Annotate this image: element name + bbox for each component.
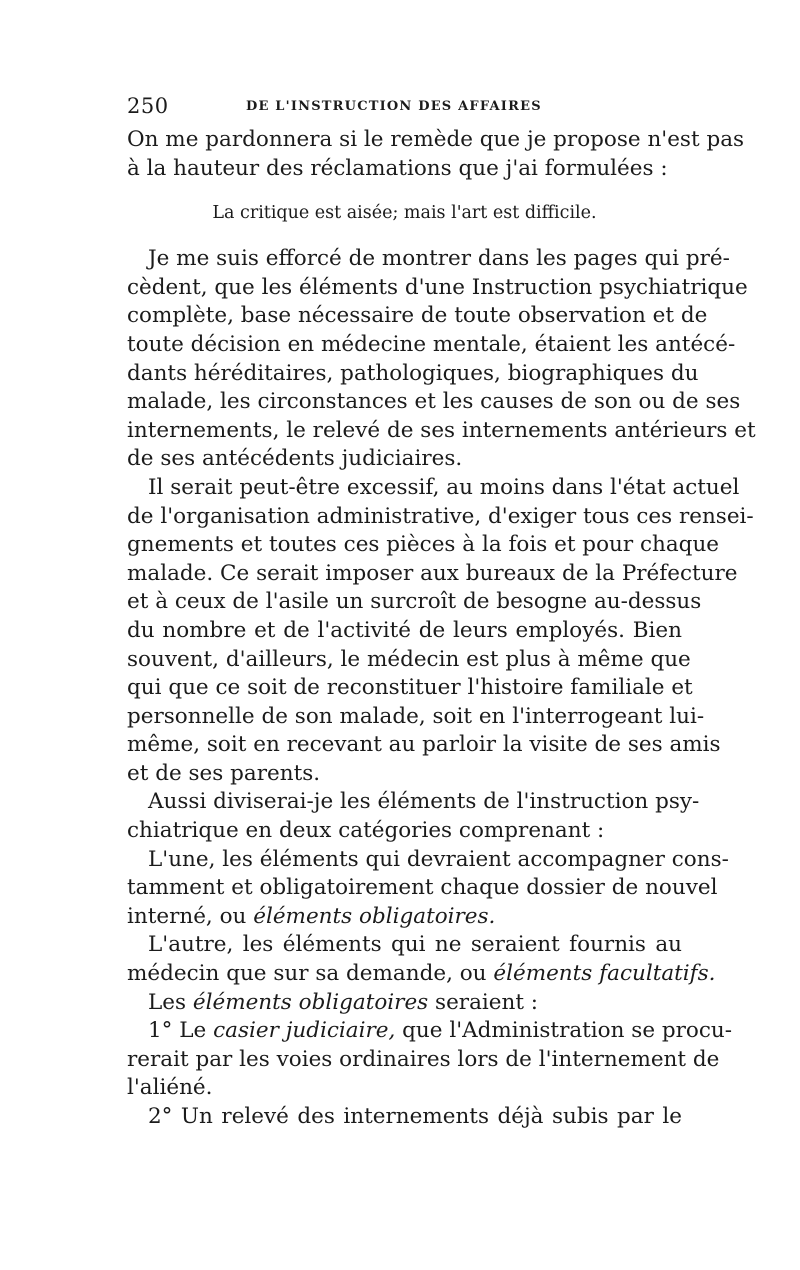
text-line	[127, 1017, 733, 1046]
text-line: l'aliéné.	[127, 1075, 213, 1101]
italic-term: éléments facultatifs.	[493, 961, 716, 987]
text-line: tamment et obligatoirement chaque dossier de nouvel	[127, 875, 718, 901]
text-line: toute décision en médecine mentale, étaient les antécé-	[127, 331, 736, 357]
text-line: gnements et toutes ces pièces à la fois et pour chaque	[127, 532, 720, 558]
paragraph-3	[127, 474, 754, 789]
page-number: 250	[127, 94, 169, 118]
text-line: Je me suis efforcé de montrer dans les pages qui pré-	[148, 246, 730, 272]
text-run: interné, ou	[127, 903, 254, 929]
text-run: seraient :	[428, 989, 539, 1015]
text-line: L'une, les éléments qui devraient accompagner cons-	[148, 846, 729, 872]
text-line: rerait par les voies ordinaires lors de l'internement de	[127, 1046, 720, 1072]
text-run: médecin que sur sa demande, ou	[127, 961, 494, 987]
text-line: malade. Ce serait imposer aux bureaux de la Préfecture	[127, 560, 738, 586]
text-line: 2° Un relevé des internements déjà subis par le	[148, 1104, 682, 1129]
text-line: personnelle de son malade, soit en l'interrogeant lui-	[127, 703, 705, 729]
text-line	[127, 960, 716, 989]
text-line: souvent, d'ailleurs, le médecin est plus à même que	[127, 646, 691, 672]
running-head: DE L'INSTRUCTION DES AFFAIRES	[246, 99, 542, 114]
paragraph-9	[127, 1103, 682, 1132]
text-line: internements, le relevé de ses internements antérieurs et	[127, 417, 756, 443]
text-line: à la hauteur des réclamations que j'ai formulées :	[127, 155, 668, 181]
paragraph-8	[127, 1017, 733, 1103]
text-run: que l'Administration se procu-	[395, 1018, 733, 1044]
page-header	[127, 94, 687, 118]
italic-term: casier judiciaire,	[213, 1018, 396, 1044]
italic-term: éléments obligatoires.	[253, 903, 496, 929]
text-line: L'autre, les éléments qui ne seraient fournis au	[148, 932, 682, 958]
italic-term: éléments obligatoires	[192, 989, 429, 1015]
paragraph-6	[127, 931, 716, 988]
paragraph-7	[127, 989, 682, 1018]
text-line: de l'organisation administrative, d'exiger tous ces rensei-	[127, 503, 754, 529]
text-line: même, soit en recevant au parloir la visite de ses amis	[127, 732, 721, 758]
text-line: chiatrique en deux catégories comprenant :	[127, 818, 605, 844]
text-line	[127, 989, 682, 1018]
text-line: Il serait peut-être excessif, au moins dans l'état actuel	[148, 474, 740, 500]
text-line: de ses antécédents judiciaires.	[127, 446, 463, 472]
text-line: On me pardonnera si le remède que je propose n'est pas	[127, 127, 745, 152]
text-line: malade, les circonstances et les causes de son ou de ses	[127, 389, 741, 415]
text-line: cèdent, que les éléments d'une Instruction psychiatrique	[127, 274, 748, 300]
paragraph-2	[127, 245, 756, 474]
text-line: et de ses parents.	[127, 760, 321, 786]
text-run: 1° Le	[148, 1018, 214, 1044]
text-line: et à ceux de l'asile un surcroît de besogne au-dessus	[127, 589, 702, 615]
text-line: dants héréditaires, pathologiques, biographiques du	[127, 360, 699, 386]
quotation: La critique est aisée; mais l'art est difficile.	[212, 203, 597, 224]
text-line: qui que ce soit de reconstituer l'histoire familiale et	[127, 675, 693, 701]
text-line: complète, base nécessaire de toute observation et de	[127, 303, 708, 329]
text-line	[127, 903, 682, 932]
paragraph-4	[127, 788, 700, 845]
paragraph-5	[127, 846, 729, 932]
body-text	[127, 126, 756, 1132]
text-line: Aussi diviserai-je les éléments de l'instruction psy-	[148, 789, 700, 815]
text-run: Les	[148, 989, 193, 1015]
text-line: du nombre et de l'activité de leurs employés. Bien	[127, 617, 682, 643]
paragraph-1	[127, 126, 745, 183]
